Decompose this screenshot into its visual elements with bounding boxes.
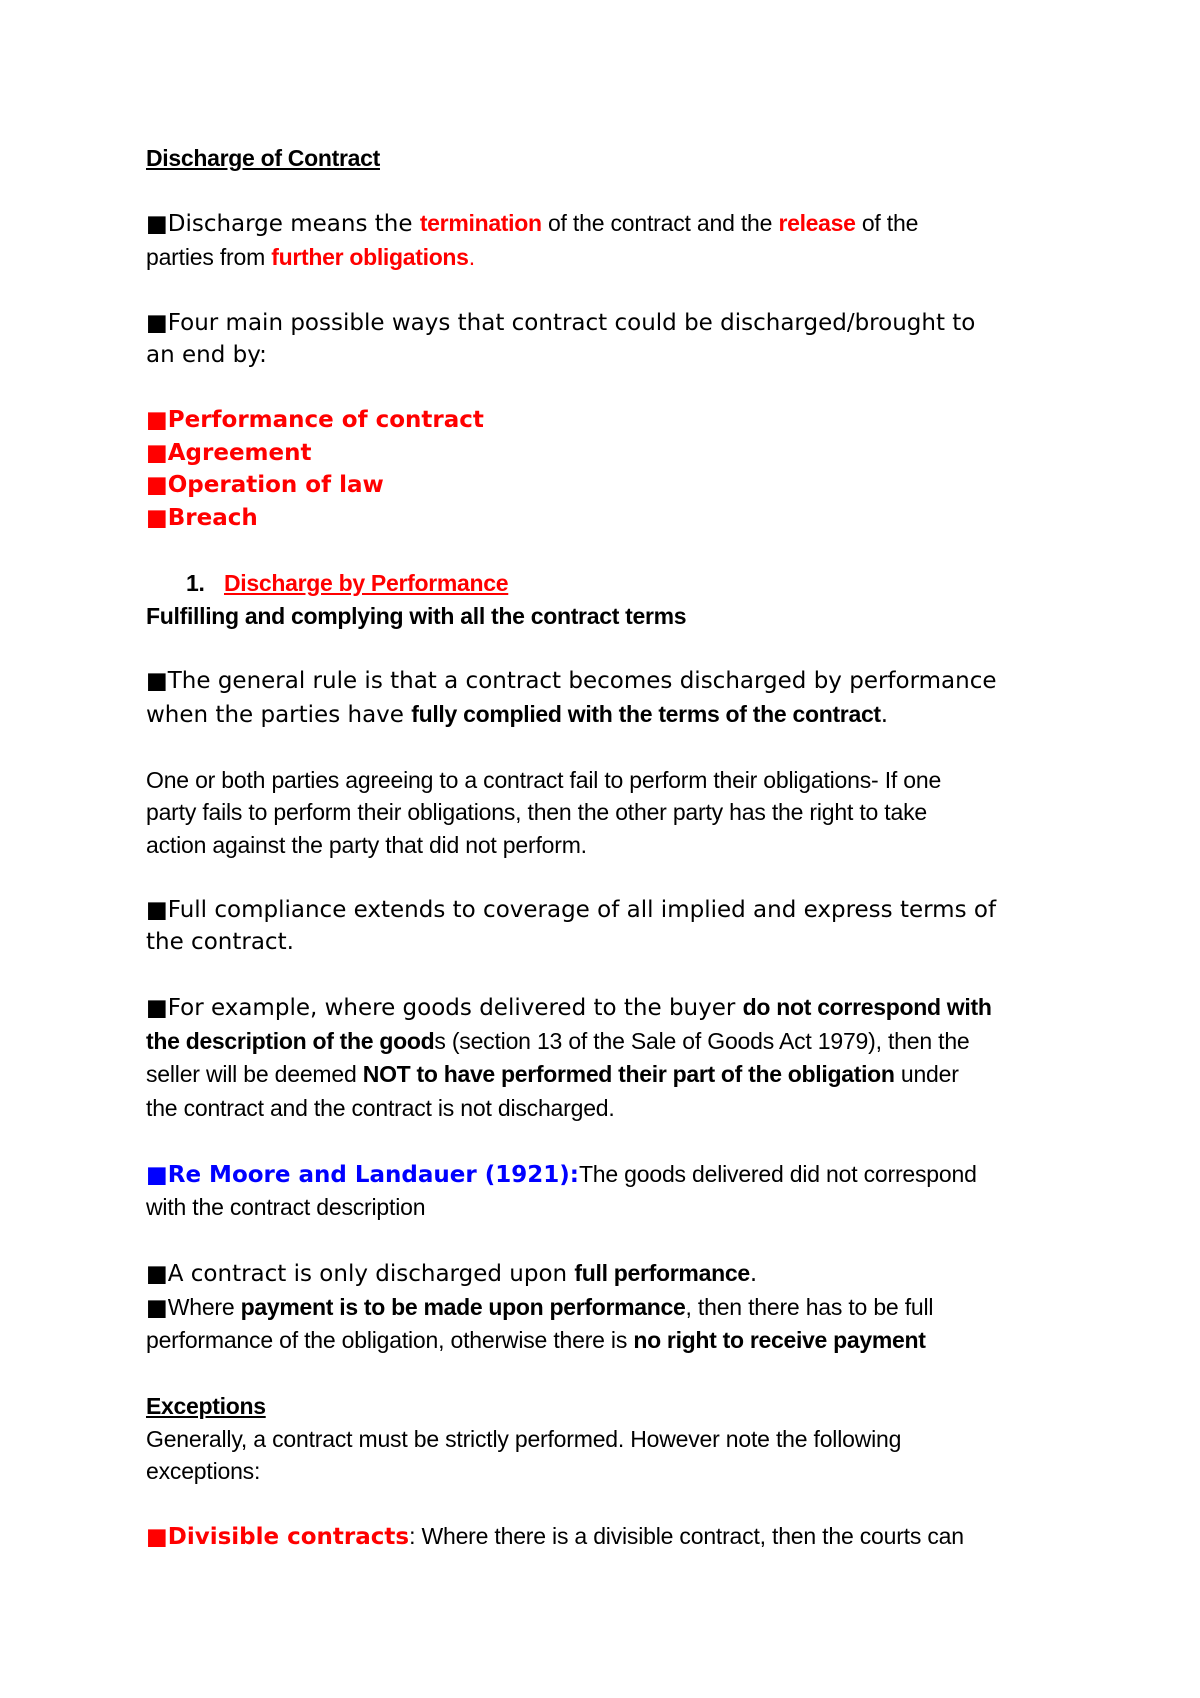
section-number: 1. [186, 569, 205, 596]
compliance-paragraph: ■Full compliance extends to coverage of all implied and express terms of the contract. [146, 896, 997, 955]
general-rule-paragraph: ■The general rule is that a contract becomes discharged by performance when the parties have fully complied with the terms of the contract. [146, 668, 997, 728]
section-heading [146, 567, 1066, 601]
bullet-icon: ■ [146, 1294, 168, 1321]
definition-paragraph: ■Discharge means the termination of the contract and the release of the parties from further obligations. [146, 210, 919, 270]
document-body [146, 142, 1066, 1554]
bullet-icon: ■ [146, 472, 168, 498]
bullet-icon: ■ [146, 439, 168, 466]
highlight-further-obligations: further obligations [271, 243, 469, 270]
divisible-label: Divisible contracts [167, 1524, 410, 1550]
divisible-paragraph: ■Divisible contracts: Where there is a divisible contract, then the courts can [146, 1523, 964, 1550]
page-title: Discharge of Contract [146, 145, 380, 171]
payment-paragraph: ■Where payment is to be made upon performance, then there has to be full performance of the obligation, otherwise there is no right to receive payment [146, 1293, 934, 1353]
full-performance-paragraph: ■A contract is only discharged upon full performance. [146, 1260, 758, 1287]
bullet-icon: ■ [146, 995, 168, 1021]
bullet-icon: ■ [146, 1261, 168, 1287]
bullet-icon: ■ [146, 407, 168, 433]
case-paragraph: ■Re Moore and Landauer (1921):The goods delivered did not correspond with the contract description [146, 1160, 977, 1220]
ways-intro-paragraph: ■Four main possible ways that contract could be discharged/brought to an end by: [146, 309, 976, 368]
section-subheading: Fulfilling and complying with all the contract terms [146, 603, 687, 629]
highlight-release: release [778, 210, 856, 236]
example-paragraph: ■For example, where goods delivered to the buyer do not correspond with the description of the goods (section 13 of the Sale of Goods Act 1979), then the seller will be deemed NOT to have performed their part of the obligation under the contract and the contract is not discharged. [146, 994, 992, 1121]
section-title: Discharge by Performance [224, 569, 509, 596]
bullet-icon: ■ [146, 309, 168, 336]
highlight-termination: termination [419, 210, 542, 236]
failure-paragraph: One or both parties agreeing to a contract fail to perform their obligations- If one party fails to perform their obligations, then the other party has the right to take action against the party that did not perform. [146, 766, 942, 858]
list-item: ■Performance of contract [146, 407, 484, 433]
ways-list [146, 404, 1066, 534]
bullet-icon: ■ [146, 504, 168, 531]
list-item: ■Operation of law [146, 472, 384, 498]
case-name: Re Moore and Landauer (1921): [167, 1161, 579, 1188]
exceptions-heading: Exceptions [146, 1393, 266, 1419]
exceptions-intro: Generally, a contract must be strictly performed. However note the following exceptions: [146, 1425, 902, 1484]
bullet-icon: ■ [146, 1524, 168, 1550]
list-item: ■Agreement [146, 439, 312, 466]
list-item: ■Breach [146, 504, 258, 531]
bullet-icon: ■ [146, 896, 168, 923]
bullet-icon: ■ [146, 1161, 168, 1188]
bullet-icon: ■ [146, 211, 168, 237]
bullet-icon: ■ [146, 668, 168, 694]
